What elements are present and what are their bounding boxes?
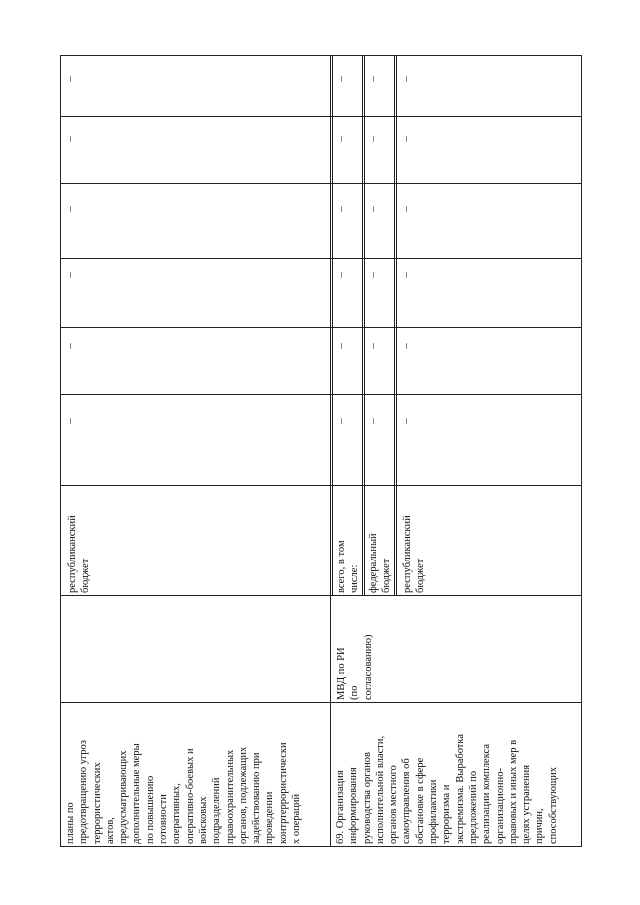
source-cell-69-total [333,486,362,594]
value-federal-y4: – [366,206,379,212]
line-year-3 [60,327,582,328]
budget-table [60,55,582,847]
value-republic-y2: – [399,343,412,349]
source-cell-prev [62,486,329,594]
value-federal-y5: – [366,136,379,142]
value-federal-y1: – [366,418,379,424]
sub-row-divider-2 [394,55,395,595]
sub-row-divider-1 [362,55,363,595]
value-total-y3: – [334,272,347,278]
value-federal-y2: – [366,343,379,349]
source-label-republic: республиканский бюджет [402,515,427,593]
value-republic-y3: – [399,272,412,278]
value-prev-y2: – [63,343,76,349]
table-border-bottom [60,846,582,847]
measure-text-prev: планы по предотвращению угроз террористических актов, предусматривающих дополнительные меры по повышению готовности оперативных, оперативно-боевых и войсковых подразделений правоохранительных органов, подлежащих задействованию при проведении контртеррористически х операций [65,740,303,844]
source-label-federal: федеральный бюджет [368,533,393,593]
line-year-6 [60,116,582,117]
source-label-total: всего, в том числе: [336,540,361,593]
value-prev-y1: – [63,418,76,424]
value-republic-y4: – [399,206,412,212]
source-cell-69-republic [397,486,581,594]
line-year-4 [60,258,582,259]
measure-text-69: 69. Организация информирования руководства органов исполнительной власти, органов местного самоуправления об обстановке в сфере профилактики терроризма и экстремизма. Выработка предложений по реализации комплекса организационно- правовых и иных мер в целях устранения причин, способствующих [335,734,559,844]
executor-text-69: МВД по РИ (по согласованию) [336,634,374,700]
value-total-y2: – [334,343,347,349]
value-republic-y5: – [399,136,412,142]
value-prev-y6: – [63,76,76,82]
table-border-top [60,55,582,56]
table-border-left [60,55,61,847]
table-border-right [581,55,582,847]
value-prev-y5: – [63,136,76,142]
executor-cell-69 [331,596,581,701]
value-prev-y3: – [63,272,76,278]
measure-cell-69 [331,703,581,845]
value-republic-y1: – [399,418,412,424]
value-republic-y6: – [399,76,412,82]
line-year-2 [60,394,582,395]
value-total-y6: – [334,76,347,82]
value-total-y4: – [334,206,347,212]
measure-cell-prev [62,703,329,845]
value-total-y5: – [334,136,347,142]
line-year-5 [60,183,582,184]
source-label-prev: республиканский бюджет [67,515,92,593]
value-federal-y3: – [366,272,379,278]
value-federal-y6: – [366,76,379,82]
value-prev-y4: – [63,206,76,212]
source-cell-69-federal [365,486,394,594]
value-total-y1: – [334,418,347,424]
